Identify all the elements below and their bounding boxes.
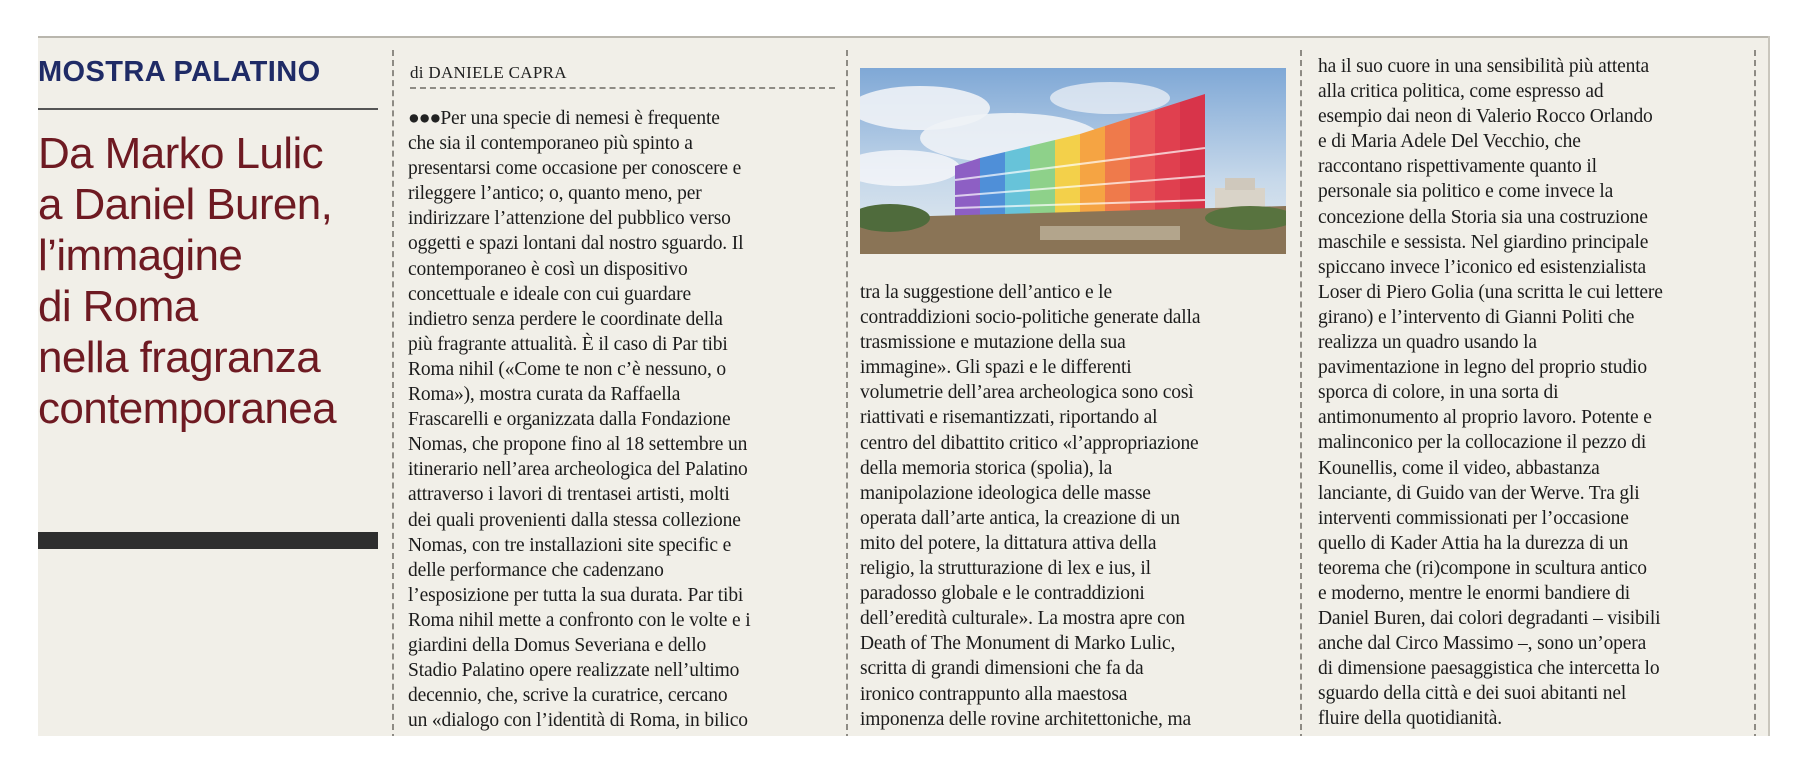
text-line: Roma nihil («Come te non c’è nessuno, o [408,358,727,380]
text-line: lanciante, di Guido van der Werve. Tra gli [1318,482,1640,504]
article-photo [860,68,1286,254]
column-divider [1754,50,1756,736]
text-line: Stadio Palatino opere realizzate nell’ultimo [408,660,740,682]
text-line: esempio dai neon di Valerio Rocco Orlando [1318,106,1653,128]
text-line: tra la suggestione dell’antico e le [860,282,1112,303]
text-line: paradosso globale e le contraddizioni [860,583,1145,605]
top-rule [38,36,1770,38]
text-line: Roma nihil mette a confronto con le volte e i [408,609,751,631]
text-line: Roma»), mostra curata da Raffaella [408,384,681,406]
headline-line: di Roma [38,282,198,331]
text-line: fluire della quotidianità. [1318,708,1502,730]
text-line: indietro senza perdere le coordinate della [408,308,723,330]
text-line: oggetti e spazi lontani dal nostro sguardo. Il [408,233,744,255]
section-kicker: MOSTRA PALATINO [38,56,321,88]
text-line: Daniel Buren, dai colori degradanti – visibili [1318,608,1661,630]
text-line: antimonumento al proprio lavoro. Potente e [1318,407,1652,429]
text-line [408,106,838,131]
text-line: quello di Kader Attia ha la durezza di un [1318,532,1629,554]
text-line: sporca di colore, in una sorta di [1318,382,1559,404]
text-line: malinconico per la collocazione il pezzo di [1318,432,1647,454]
text-line: centro del dibattito critico «l’appropriazione [860,432,1199,454]
text-line: realizza un quadro usando la [1318,332,1537,354]
text-line: ironico contrappunto alla maestosa [860,683,1128,705]
byline-rule [410,87,835,89]
text-line: contemporaneo è così un dispositivo [408,258,688,280]
headline-line: Da Marko Lulic [38,129,324,178]
lead-dots: ●●● [408,108,441,129]
text-line: presentarsi come occasione per conoscere e [408,158,742,180]
text-line: sguardo della città e dei suoi abitanti nel [1318,683,1627,705]
text-line: decennio, che, scrive la curatrice, cercano [408,685,728,707]
text-line: anche dal Circo Massimo –, sono un’opera [1318,633,1647,655]
text-line: Per una specie di nemesi è frequente [440,108,720,129]
text-line: scritta di grandi dimensioni che fa da [860,658,1144,680]
text-line: immagine». Gli spazi e le differenti [860,357,1132,379]
text-line: maschile e sessista. Nel giardino principale [1318,231,1649,253]
text-line: religio, la strutturazione di lex e ius, il [860,558,1151,580]
text-line: Frascarelli e organizzata dalla Fondazione [408,409,731,431]
text-line: manipolazione ideologica delle masse [860,482,1151,504]
text-line: che sia il contemporaneo più spinto a [408,133,693,155]
text-line: della memoria storica (spolia), la [860,457,1113,479]
byline: di DANIELE CAPRA [410,63,567,82]
text-line: riattivati e risemantizzati, riportando al [860,407,1158,429]
text-line: spiccano invece l’iconico ed esistenzialista [1318,256,1647,278]
text-column-2 [860,280,1290,732]
text-line: mito del potere, la dittatura attiva della [860,532,1157,554]
text-line: più fragrante attualità. È il caso di Par tibi [408,333,728,355]
text-line: indirizzare l’attenzione del pubblico verso [408,208,731,230]
text-line: giardini della Domus Severiana e dello [408,634,707,656]
headline-line: contemporanea [38,384,336,433]
right-edge [1768,36,1770,736]
text-line: delle performance che cadenzano [408,559,664,581]
text-column-3 [1318,54,1748,732]
text-line: attraverso i lavori di trentasei artisti, molti [408,484,730,506]
column-divider [846,50,848,736]
text-line: ha il suo cuore in una sensibilità più attenta [1318,56,1650,77]
text-line: di dimensione paesaggistica che intercetta lo [1318,658,1660,680]
text-line: alla critica politica, come espresso ad [1318,81,1604,103]
headline-line: nella fragranza [38,333,321,382]
column-divider [1300,50,1302,736]
text-line: e moderno, mentre le enormi bandiere di [1318,582,1630,604]
text-line: Loser di Piero Golia (una scritta le cui lettere [1318,281,1663,303]
text-line: dell’eredità culturale». La mostra apre con [860,608,1185,630]
text-line: Nomas, che propone fino al 18 settembre un [408,434,748,456]
text-line: l’esposizione per tutta la sua durata. Par tibi [408,584,744,606]
text-line: concettuale e ideale con cui guardare [408,283,691,305]
headline-line: l’immagine [38,231,243,280]
newspaper-page [38,36,1770,736]
text-line: raccontano rispettivamente quanto il [1318,156,1597,178]
text-line: Death of The Monument di Marko Lulic, [860,633,1176,655]
buren-flags-photo [860,68,1286,254]
text-line: concezione della Storia sia una costruzione [1318,206,1648,228]
text-line: Nomas, con tre installazioni site specific e [408,534,732,556]
text-line: teorema che (ri)compone in scultura antico [1318,557,1647,579]
text-line: itinerario nell’area archeologica del Palatino [408,459,748,481]
text-line: volumetrie dell’area archeologica sono così [860,382,1194,404]
text-line: Kounellis, come il video, abbastanza [1318,457,1600,479]
text-line: dei quali provenienti dalla stessa collezione [408,509,741,531]
text-line: trasmissione e mutazione della sua [860,332,1126,354]
text-line: personale sia politico e come invece la [1318,181,1614,203]
text-column-1 [408,106,838,733]
headline-line: a Daniel Buren, [38,180,333,229]
kicker-rule [38,108,378,110]
headline-bar [38,532,378,549]
text-line: contraddizioni socio-politiche generate dalla [860,307,1201,329]
text-line: interventi commissionati per l’occasione [1318,507,1629,529]
column-divider [392,50,394,736]
headline [38,128,388,434]
text-line: girano) e l’intervento di Gianni Politi che [1318,306,1635,328]
text-line: rileggere l’antico; o, quanto meno, per [408,183,702,205]
text-line: un «dialogo con l’identità di Roma, in bilico [408,710,748,732]
text-line: imponenza delle rovine architettoniche, ma [860,708,1192,730]
text-line: pavimentazione in legno del proprio studio [1318,357,1647,379]
text-line: operata dall’arte antica, la creazione di un [860,507,1180,529]
text-line: e di Maria Adele Del Vecchio, che [1318,131,1581,153]
